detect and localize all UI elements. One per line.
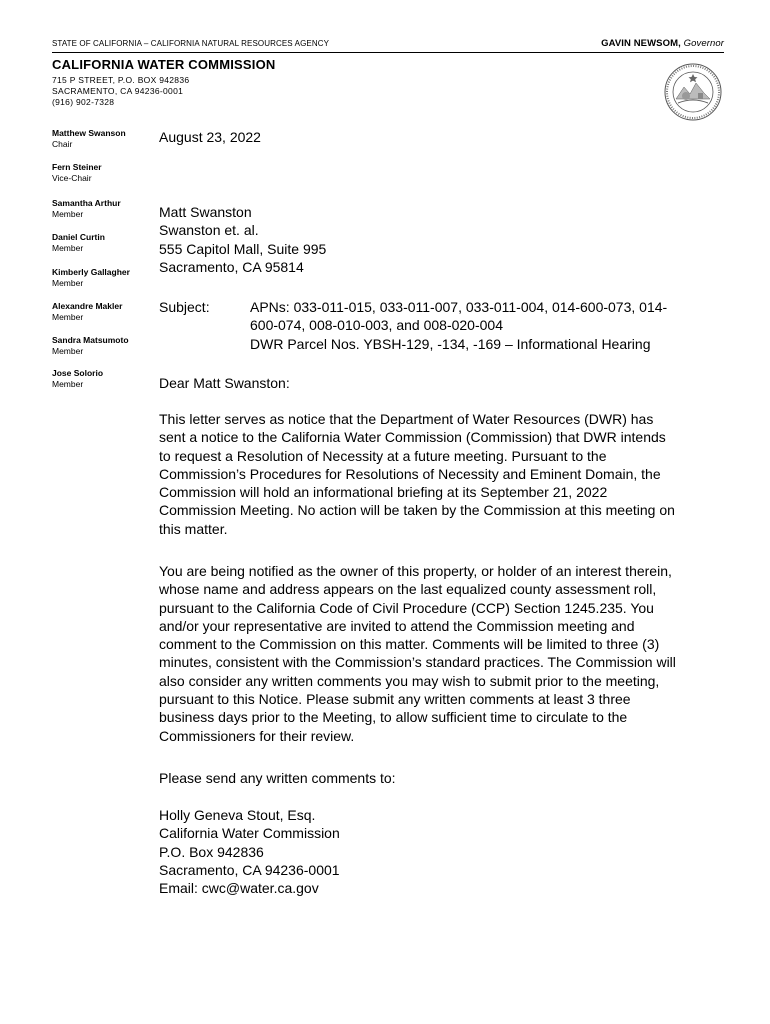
contact-line: Holly Geneva Stout, Esq.	[159, 807, 316, 823]
body-paragraph	[159, 769, 724, 787]
contact-email[interactable]: Email: cwc@water.ca.gov	[159, 880, 319, 897]
address-line: 715 P STREET, P.O. BOX 942836	[52, 75, 190, 85]
salutation: Dear Matt Swanston:	[159, 375, 290, 391]
body-line: Commissioners for their review.	[159, 727, 355, 744]
body-line: You are being notified as the owner of this property, or holder of an interest therein,	[159, 563, 672, 579]
governor-line	[601, 38, 724, 49]
body-line: this matter.	[159, 520, 228, 537]
member-name: Fern Steiner	[52, 162, 102, 172]
contact-block	[159, 806, 340, 897]
body-line: Commission’s Procedures for Resolutions of Necessity and Eminent Domain, the	[159, 465, 661, 482]
subject-label: Subject:	[159, 299, 210, 315]
subject-line: DWR Parcel Nos. YBSH-129, -134, -169 – Informational Hearing	[250, 335, 651, 352]
member-name: Daniel Curtin	[52, 232, 105, 242]
member-entry	[52, 368, 103, 390]
member-entry	[52, 198, 121, 220]
member-name: Kimberly Gallagher	[52, 267, 130, 277]
header-divider	[52, 52, 724, 53]
recipient-address	[159, 203, 326, 276]
member-entry	[52, 267, 130, 289]
recipient-line: Sacramento, CA 95814	[159, 258, 304, 275]
member-role: Member	[52, 312, 84, 322]
body-line: Commission Meeting. No action will be taken by the Commission at this meeting on	[159, 502, 675, 519]
member-entry	[52, 301, 122, 323]
member-name: Sandra Matsumoto	[52, 335, 129, 345]
contact-line: California Water Commission	[159, 825, 340, 842]
agency-name: STATE OF CALIFORNIA – CALIFORNIA NATURAL RESOURCES AGENCY	[52, 39, 330, 48]
member-name: Jose Solorio	[52, 368, 104, 378]
organization-name: CALIFORNIA WATER COMMISSION	[52, 57, 276, 72]
body-paragraph	[159, 410, 724, 538]
member-entry	[52, 335, 129, 357]
letterhead-top	[52, 37, 724, 51]
recipient-line: 555 Capitol Mall, Suite 995	[159, 240, 327, 257]
address-line: (916) 902-7328	[52, 97, 115, 107]
member-name: Alexandre Makler	[52, 301, 123, 311]
body-line: business days prior to the Meeting, to allow sufficient time to circulate to the	[159, 709, 628, 726]
governor-title: Governor	[683, 38, 724, 49]
subject-line: APNs: 033-011-015, 033-011-007, 033-011-004, 014-600-073, 014-	[250, 299, 668, 315]
body-line: pursuant to this Notice. Please submit any written comments at least 3 three	[159, 691, 631, 708]
member-name: Samantha Arthur	[52, 198, 121, 208]
member-role: Member	[52, 243, 84, 253]
member-role: Vice-Chair	[52, 173, 92, 183]
member-entry	[52, 232, 105, 254]
state-seal-icon	[664, 63, 722, 121]
body-line: also consider any written comments you may wish to submit prior to the meeting,	[159, 672, 660, 689]
body-line: to request a Resolution of Necessity at a future meeting. Pursuant to the	[159, 447, 607, 464]
body-line: and/or your representative are invited to attend the Commission meeting and	[159, 617, 635, 634]
letter-date: August 23, 2022	[159, 129, 261, 145]
body-line: minutes, consistent with the Commission’s standard practices. The Commission will	[159, 654, 676, 671]
organization-block	[52, 57, 276, 108]
address-line: SACRAMENTO, CA 94236-0001	[52, 86, 184, 96]
contact-line: P.O. Box 942836	[159, 843, 264, 860]
organization-address	[52, 75, 276, 108]
body-paragraph	[159, 562, 724, 745]
member-role: Member	[52, 209, 84, 219]
governor-name: GAVIN NEWSOM,	[601, 38, 681, 49]
recipient-line: Matt Swanston	[159, 204, 252, 220]
body-line: pursuant to the California Code of Civil Procedure (CCP) Section 1245.235. You	[159, 599, 654, 616]
contact-line: Sacramento, CA 94236-0001	[159, 861, 340, 878]
member-role: Member	[52, 278, 84, 288]
subject-text	[250, 298, 720, 353]
member-name: Matthew Swanson	[52, 128, 126, 138]
body-line: comment to the Commission on this matter. Comments will be limited to three (3)	[159, 636, 660, 653]
body-line: This letter serves as notice that the Department of Water Resources (DWR) has	[159, 411, 654, 427]
body-line: sent a notice to the California Water Commission (Commission) that DWR intends	[159, 429, 666, 446]
recipient-line: Swanston et. al.	[159, 222, 259, 239]
body-line: Commission will hold an informational briefing at its September 21, 2022	[159, 484, 608, 501]
member-role: Member	[52, 379, 84, 389]
subject-line: 600-074, 008-010-003, and 008-020-004	[250, 317, 503, 334]
member-role: Member	[52, 346, 84, 356]
member-entry	[52, 162, 102, 184]
member-entry	[52, 128, 126, 150]
member-role: Chair	[52, 139, 73, 149]
body-line: Please send any written comments to:	[159, 770, 396, 786]
body-line: whose name and address appears on the last equalized county assessment roll,	[159, 581, 657, 598]
